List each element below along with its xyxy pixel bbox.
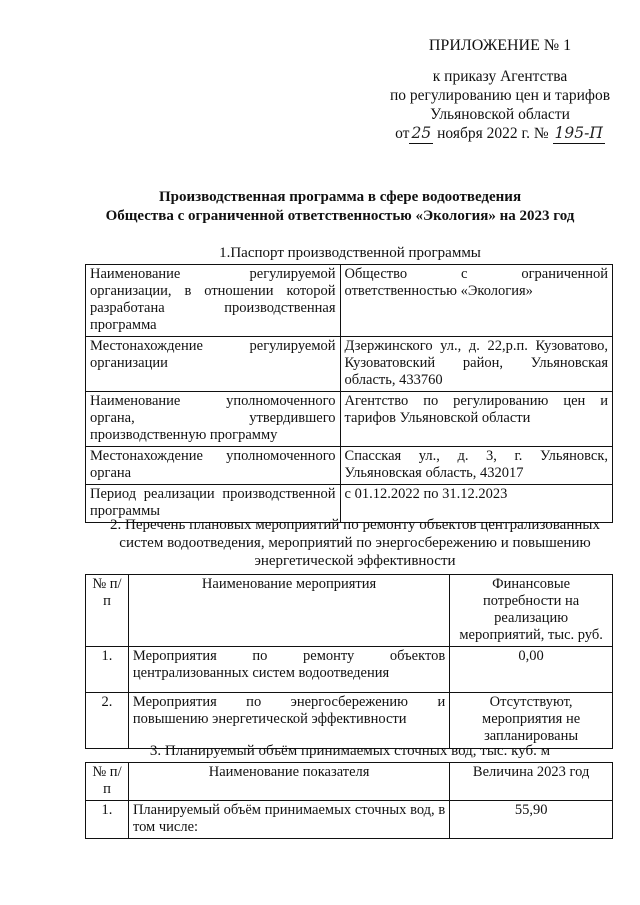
measures-table <box>85 574 613 749</box>
col-header-name: Наименование показателя <box>128 763 449 801</box>
volume-table <box>85 762 613 839</box>
section-3-heading: 3. Планируемый объём принимаемых сточных вод, тыс. куб. м <box>149 743 551 759</box>
section-1-heading: 1.Паспорт производственной программы <box>219 245 481 261</box>
document-title-line-1: Производственная программа в сфере водоотведения <box>158 189 522 205</box>
passport-table <box>85 264 613 523</box>
order-number-handwritten: 195-П <box>554 124 603 142</box>
document-title-line-2: Общества с ограниченной ответственностью «Экология» на 2023 год <box>105 208 575 224</box>
table-row <box>86 447 613 485</box>
table-row <box>86 392 613 447</box>
col-header-num: № п/п <box>86 575 129 647</box>
appendix-date-line <box>370 124 630 144</box>
table-row <box>86 647 613 693</box>
row-num: 1. <box>86 801 129 839</box>
date-prefix: от <box>395 125 410 142</box>
passport-value: с 01.12.2022 по 31.12.2023 <box>340 485 612 523</box>
col-header-num: № п/п <box>86 763 129 801</box>
row-name: Мероприятия по ремонту объектов централизованных систем водоотведения <box>128 647 449 693</box>
appendix-line-3: Ульяновской области <box>430 106 570 123</box>
row-num: 2. <box>86 693 129 749</box>
table-row <box>86 265 613 337</box>
section-2-heading: 2. Перечень плановых мероприятий по ремонту объектов централизованных систем водоотведения, мероприятий по энергосбережению и повышению энергетической эффективности <box>110 517 600 569</box>
appendix-line-1: к приказу Агентства <box>432 68 568 85</box>
passport-value: Общество с ограниченной ответственностью «Экология» <box>340 265 612 337</box>
row-name: Планируемый объём принимаемых сточных вод, в том числе: <box>128 801 449 839</box>
row-value: 55,90 <box>450 801 613 839</box>
table-row <box>86 693 613 749</box>
date-day-handwritten: 25 <box>411 124 432 142</box>
passport-label: Наименование регулируемой организации, в отношении которой разработана производственная программа <box>86 265 341 337</box>
row-num: 1. <box>86 647 129 693</box>
passport-label: Местонахождение уполномоченного органа <box>86 447 341 485</box>
passport-value: Агентство по регулированию цен и тарифов Ульяновской области <box>340 392 612 447</box>
table-row <box>86 337 613 392</box>
document-title <box>60 188 620 226</box>
table-header-row <box>86 763 613 801</box>
passport-label: Местонахождение регулируемой организации <box>86 337 341 392</box>
appendix-line-2: по регулированию цен и тарифов <box>389 87 611 104</box>
row-value: 0,00 <box>450 647 613 693</box>
row-value: Отсутствуют, мероприятия не запланированы <box>450 693 613 749</box>
passport-label: Наименование уполномоченного органа, утвердившего производственную программу <box>86 392 341 447</box>
appendix-block <box>370 36 630 144</box>
col-header-value: Финансовые потребности на реализацию мероприятий, тыс. руб. <box>450 575 613 647</box>
table-header-row <box>86 575 613 647</box>
table-row <box>86 801 613 839</box>
col-header-value: Величина 2023 год <box>450 763 613 801</box>
col-header-name: Наименование мероприятия <box>128 575 449 647</box>
row-name: Мероприятия по энергосбережению и повышению энергетической эффективности <box>128 693 449 749</box>
appendix-title: ПРИЛОЖЕНИЕ № 1 <box>428 37 572 54</box>
date-rest: ноября 2022 г. № <box>437 125 549 142</box>
passport-value: Спасская ул., д. 3, г. Ульяновск, Ульяновская область, 432017 <box>340 447 612 485</box>
passport-label: Период реализации производственной программы <box>86 485 341 523</box>
passport-value: Дзержинского ул., д. 22,р.п. Кузоватово, Кузоватовский район, Ульяновская область, 433760 <box>340 337 612 392</box>
